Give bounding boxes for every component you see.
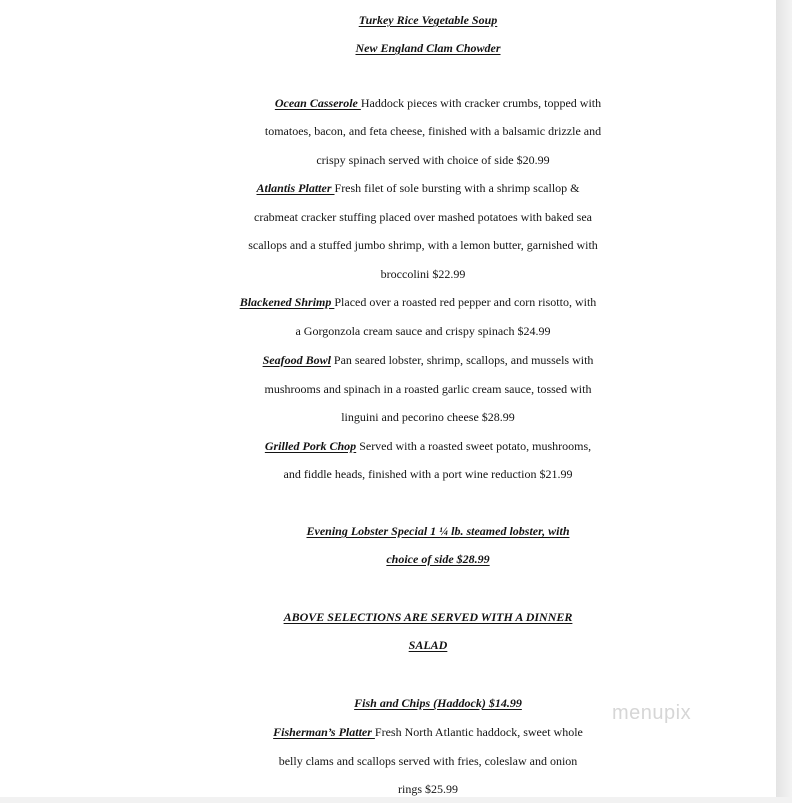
item-description: broccolini $22.99 bbox=[380, 267, 466, 281]
item-description: and fiddle heads, finished with a port wine reduction $21.99 bbox=[283, 467, 573, 481]
salad-notice: ABOVE SELECTIONS ARE SERVED WITH A DINNER bbox=[283, 610, 573, 624]
item-title: Seafood Bowl bbox=[262, 353, 331, 367]
item-title: Grilled Pork Chop bbox=[264, 439, 357, 453]
salad-notice: SALAD bbox=[408, 638, 448, 652]
lobster-special: choice of side $28.99 bbox=[386, 552, 490, 566]
item-title: Fisherman’s Platter bbox=[273, 725, 375, 739]
item-description: Fresh North Atlantic haddock, sweet whole bbox=[374, 725, 583, 739]
item-description: Pan seared lobster, shrimp, scallops, and mussels with bbox=[330, 353, 594, 367]
item-description: Fresh filet of sole bursting with a shrimp scallop & bbox=[334, 181, 580, 195]
item-description: crabmeat cracker stuffing placed over mashed potatoes with baked sea bbox=[254, 210, 592, 224]
menu-item-ocean-casserole bbox=[50, 89, 792, 117]
item-description: tomatoes, bacon, and feta cheese, finished with a balsamic drizzle and bbox=[264, 124, 602, 138]
item-title: Ocean Casserole bbox=[274, 96, 361, 110]
item-description: linguini and pecorino cheese $28.99 bbox=[341, 410, 515, 424]
menupix-watermark: menupix bbox=[612, 702, 692, 724]
menu-item-atlantis-platter bbox=[30, 174, 792, 202]
item-description: mushrooms and spinach in a roasted garlic cream sauce, tossed with bbox=[264, 382, 592, 396]
item-description: rings $25.99 bbox=[398, 782, 458, 796]
menu-item-grilled-pork-chop bbox=[40, 432, 792, 460]
menu-item-fish-and-chips: Fish and Chips (Haddock) $14.99 bbox=[354, 696, 522, 710]
soup-title: Turkey Rice Vegetable Soup bbox=[358, 13, 498, 27]
soup-title: New England Clam Chowder bbox=[355, 41, 501, 55]
lobster-special: Evening Lobster Special 1 ¼ lb. steamed lobster, with bbox=[306, 524, 570, 538]
item-title: Blackened Shrimp bbox=[239, 295, 335, 309]
item-description: Served with a roasted sweet potato, mushrooms, bbox=[356, 439, 592, 453]
item-description: crispy spinach served with choice of side $20.99 bbox=[316, 153, 550, 167]
item-description: Haddock pieces with cracker crumbs, topped with bbox=[360, 96, 602, 110]
item-title: Atlantis Platter bbox=[256, 181, 335, 195]
page-edge-shadow bbox=[776, 0, 792, 797]
item-description: Placed over a roasted red pepper and corn risotto, with bbox=[334, 295, 597, 309]
item-description: belly clams and scallops served with fries, coleslaw and onion bbox=[278, 754, 578, 768]
menu-item-blackened-shrimp bbox=[30, 288, 792, 316]
item-description: scallops and a stuffed jumbo shrimp, with a lemon butter, garnished with bbox=[248, 238, 598, 252]
item-description: a Gorgonzola cream sauce and crispy spinach $24.99 bbox=[295, 324, 551, 338]
menu-item-seafood-bowl bbox=[40, 346, 792, 374]
